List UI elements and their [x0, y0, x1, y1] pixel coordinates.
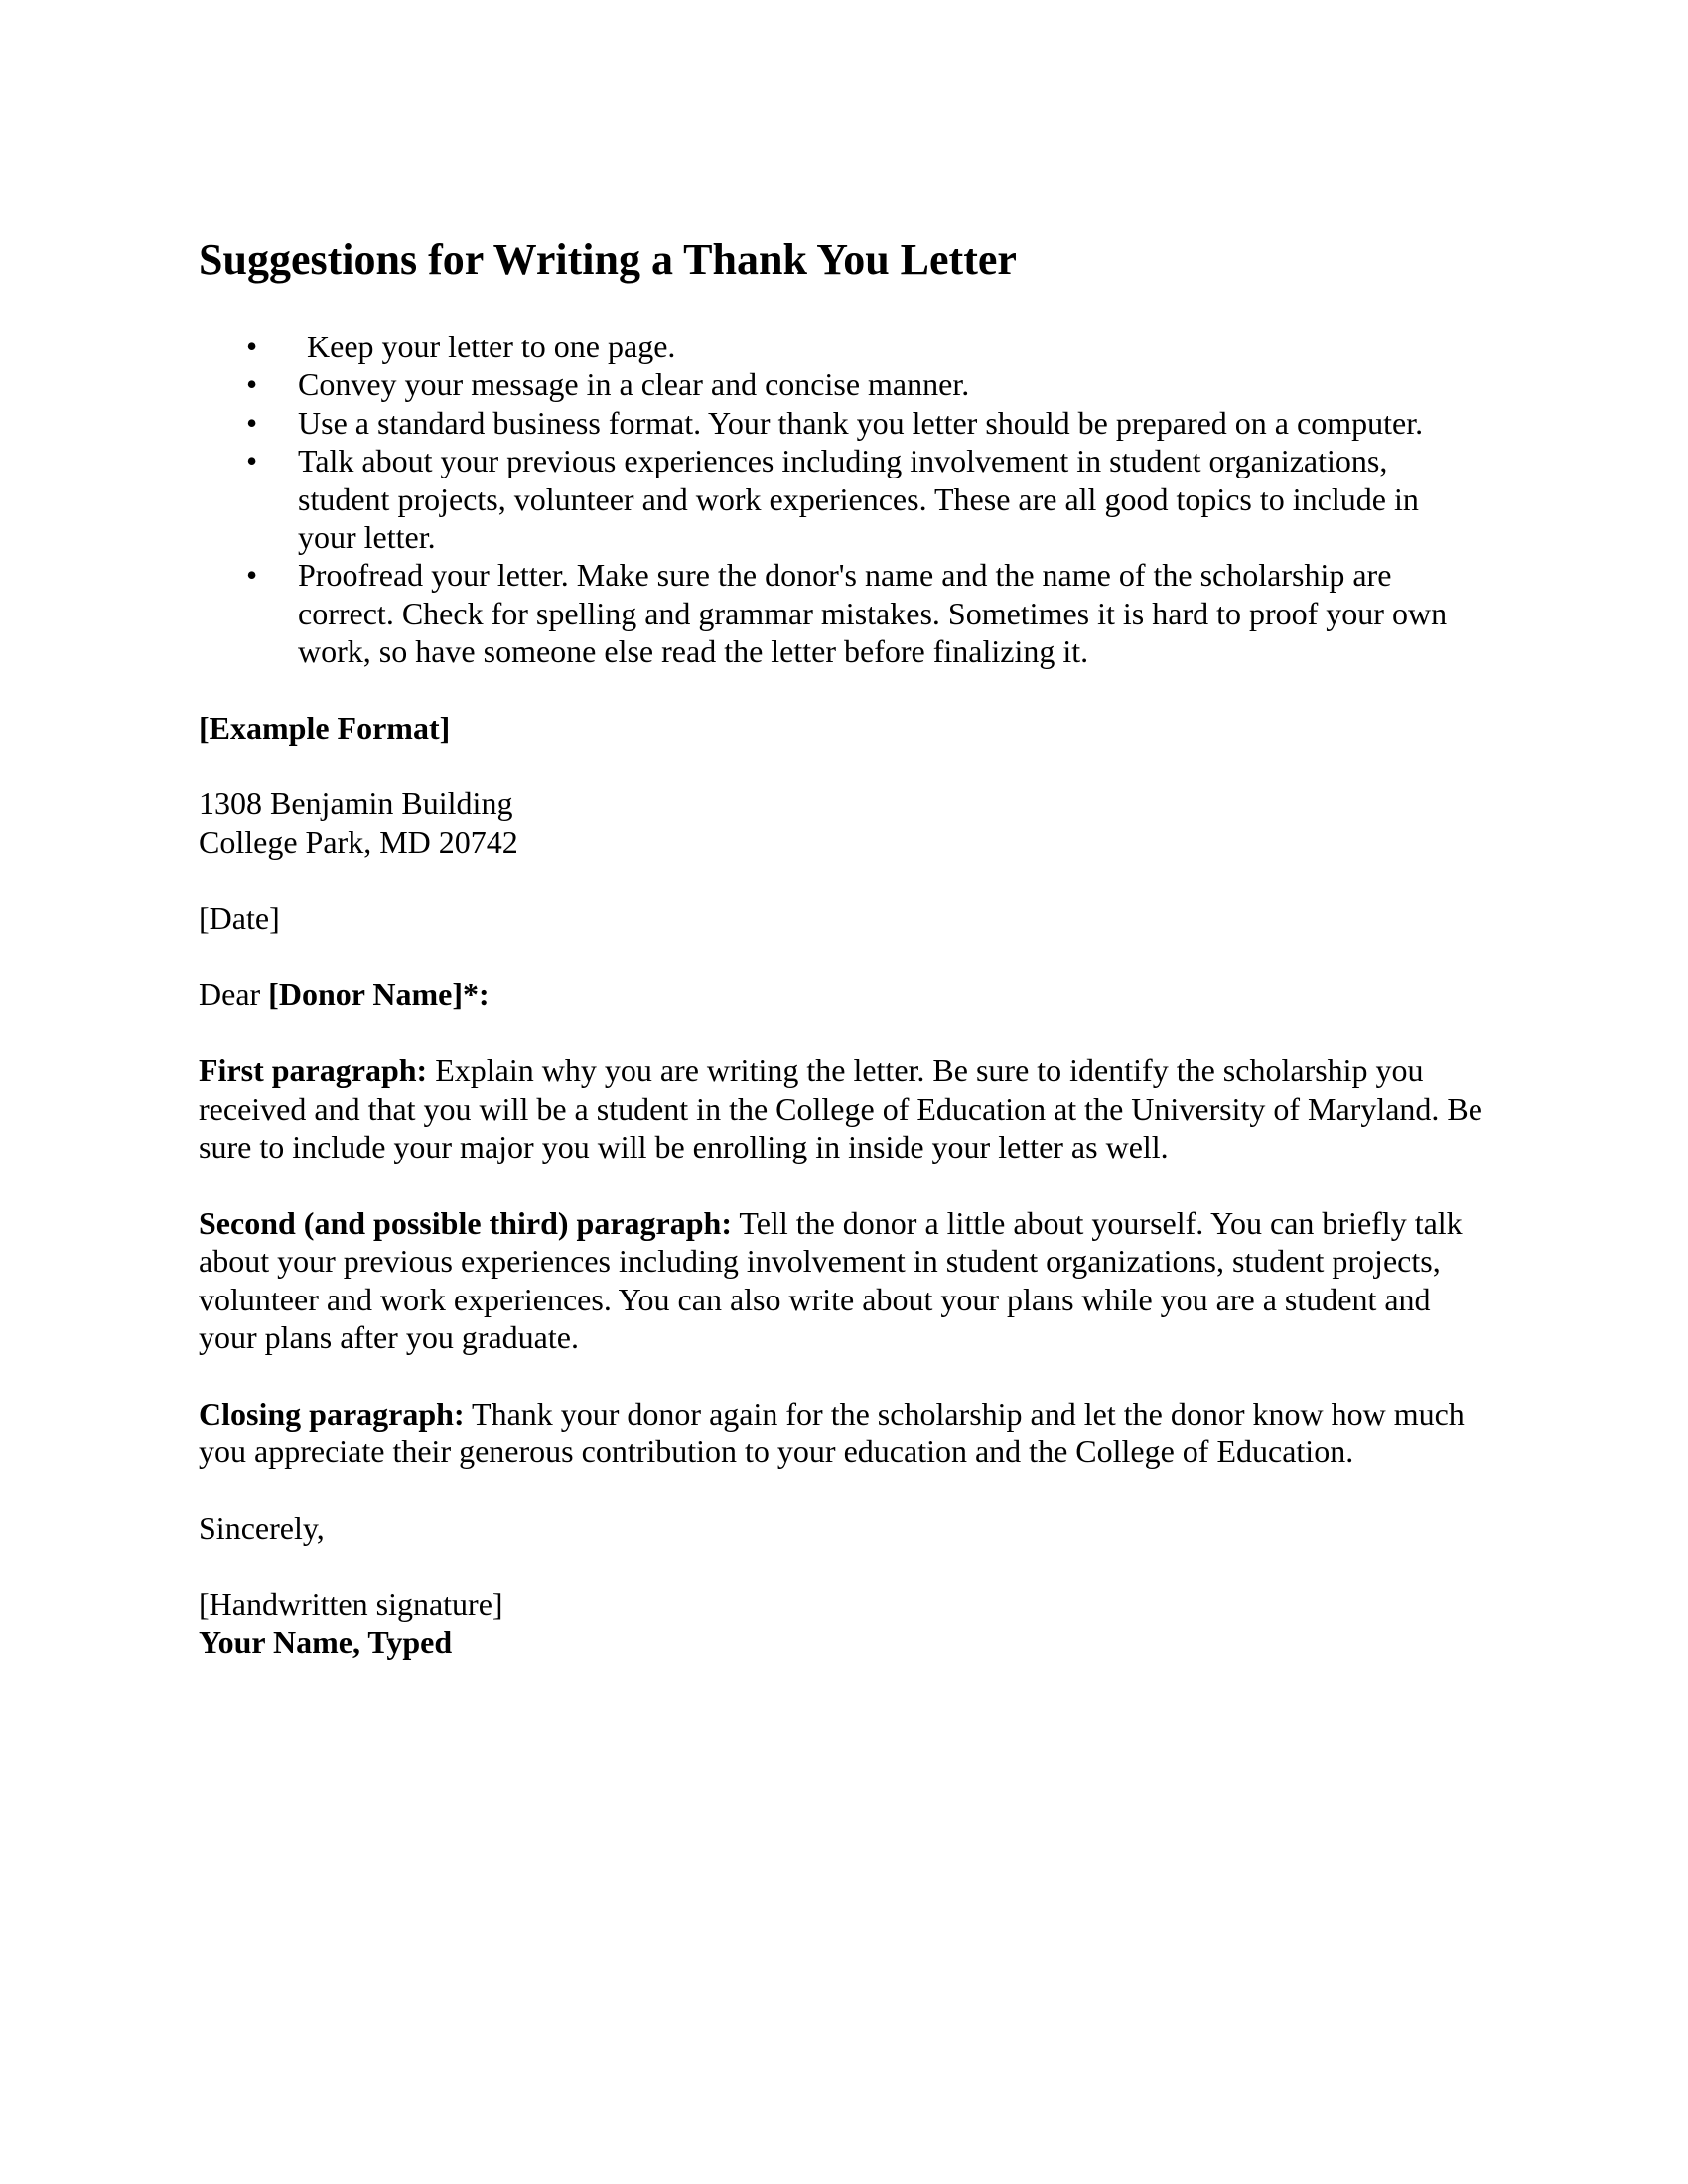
first-paragraph: [199, 1051, 1489, 1165]
list-item-text: Convey your message in a clear and concise manner.: [298, 366, 970, 403]
list-item-text: Talk about your previous experiences including involvement in student organizations, student projects, volunteer and work experiences. These are all good topics to include in your letter.: [298, 443, 1419, 556]
second-paragraph-text: Tell the donor a little about yourself. You can briefly talk about your previous experiences including involvement in student organizations, student projects, volunteer and work experiences. You can also write about your plans while you are a student and your plans after you graduate.: [199, 1204, 1463, 1356]
address-line-2: College Park, MD 20742: [199, 823, 518, 860]
suggestions-list: [199, 328, 1509, 671]
signature-placeholder: [Handwritten signature]: [199, 1585, 503, 1622]
list-item-text: Keep your letter to one page.: [307, 329, 676, 364]
second-paragraph-label: Second (and possible third) paragraph:: [199, 1204, 732, 1241]
bullet-icon: •: [246, 443, 258, 479]
example-format-heading: [Example Format]: [199, 709, 451, 746]
date-placeholder: [Date]: [199, 899, 280, 936]
signature-block: [199, 1585, 1489, 1662]
salutation: [199, 975, 1489, 1013]
bullet-icon: •: [246, 557, 258, 594]
closing-paragraph-label: Closing paragraph:: [199, 1395, 465, 1432]
bullet-icon: •: [246, 404, 258, 441]
second-paragraph: [199, 1204, 1489, 1357]
address-line-1: 1308 Benjamin Building: [199, 785, 513, 822]
document-page: [199, 234, 1509, 1662]
typed-name: Your Name, Typed: [199, 1624, 453, 1661]
bullet-icon: •: [246, 329, 258, 364]
bullet-icon: •: [246, 366, 258, 403]
first-paragraph-label: First paragraph:: [199, 1052, 428, 1089]
page-title: Suggestions for Writing a Thank You Letter: [199, 235, 1017, 284]
first-paragraph-text: Explain why you are writing the letter. Be sure to identify the scholarship you received and that you will be a student in the College of Education at the University of Maryland. Be sure to include your major you will be enrolling in inside your letter as well.: [199, 1052, 1482, 1165]
closing-paragraph: [199, 1395, 1489, 1471]
sender-address: [199, 784, 1489, 861]
closing-paragraph-text: Thank your donor again for the scholarship and let the donor know how much you appreciate their generous contribution to your education and the College of Education.: [199, 1395, 1465, 1470]
list-item: [199, 404, 1484, 442]
donor-name-placeholder: [Donor Name]*:: [268, 976, 490, 1013]
list-item: [199, 365, 1484, 403]
salutation-prefix: Dear: [199, 976, 269, 1013]
list-item-text: Proofread your letter. Make sure the donor's name and the name of the scholarship are correct. Check for spelling and grammar mistakes. Sometimes it is hard to proof your own work, so have someone else read the letter before finalizing it.: [298, 557, 1448, 670]
list-item: [199, 442, 1484, 556]
signoff: Sincerely,: [199, 1510, 325, 1547]
list-item-text: Use a standard business format. Your thank you letter should be prepared on a computer.: [298, 404, 1424, 441]
list-item: [199, 556, 1484, 670]
list-item: [199, 328, 1484, 365]
